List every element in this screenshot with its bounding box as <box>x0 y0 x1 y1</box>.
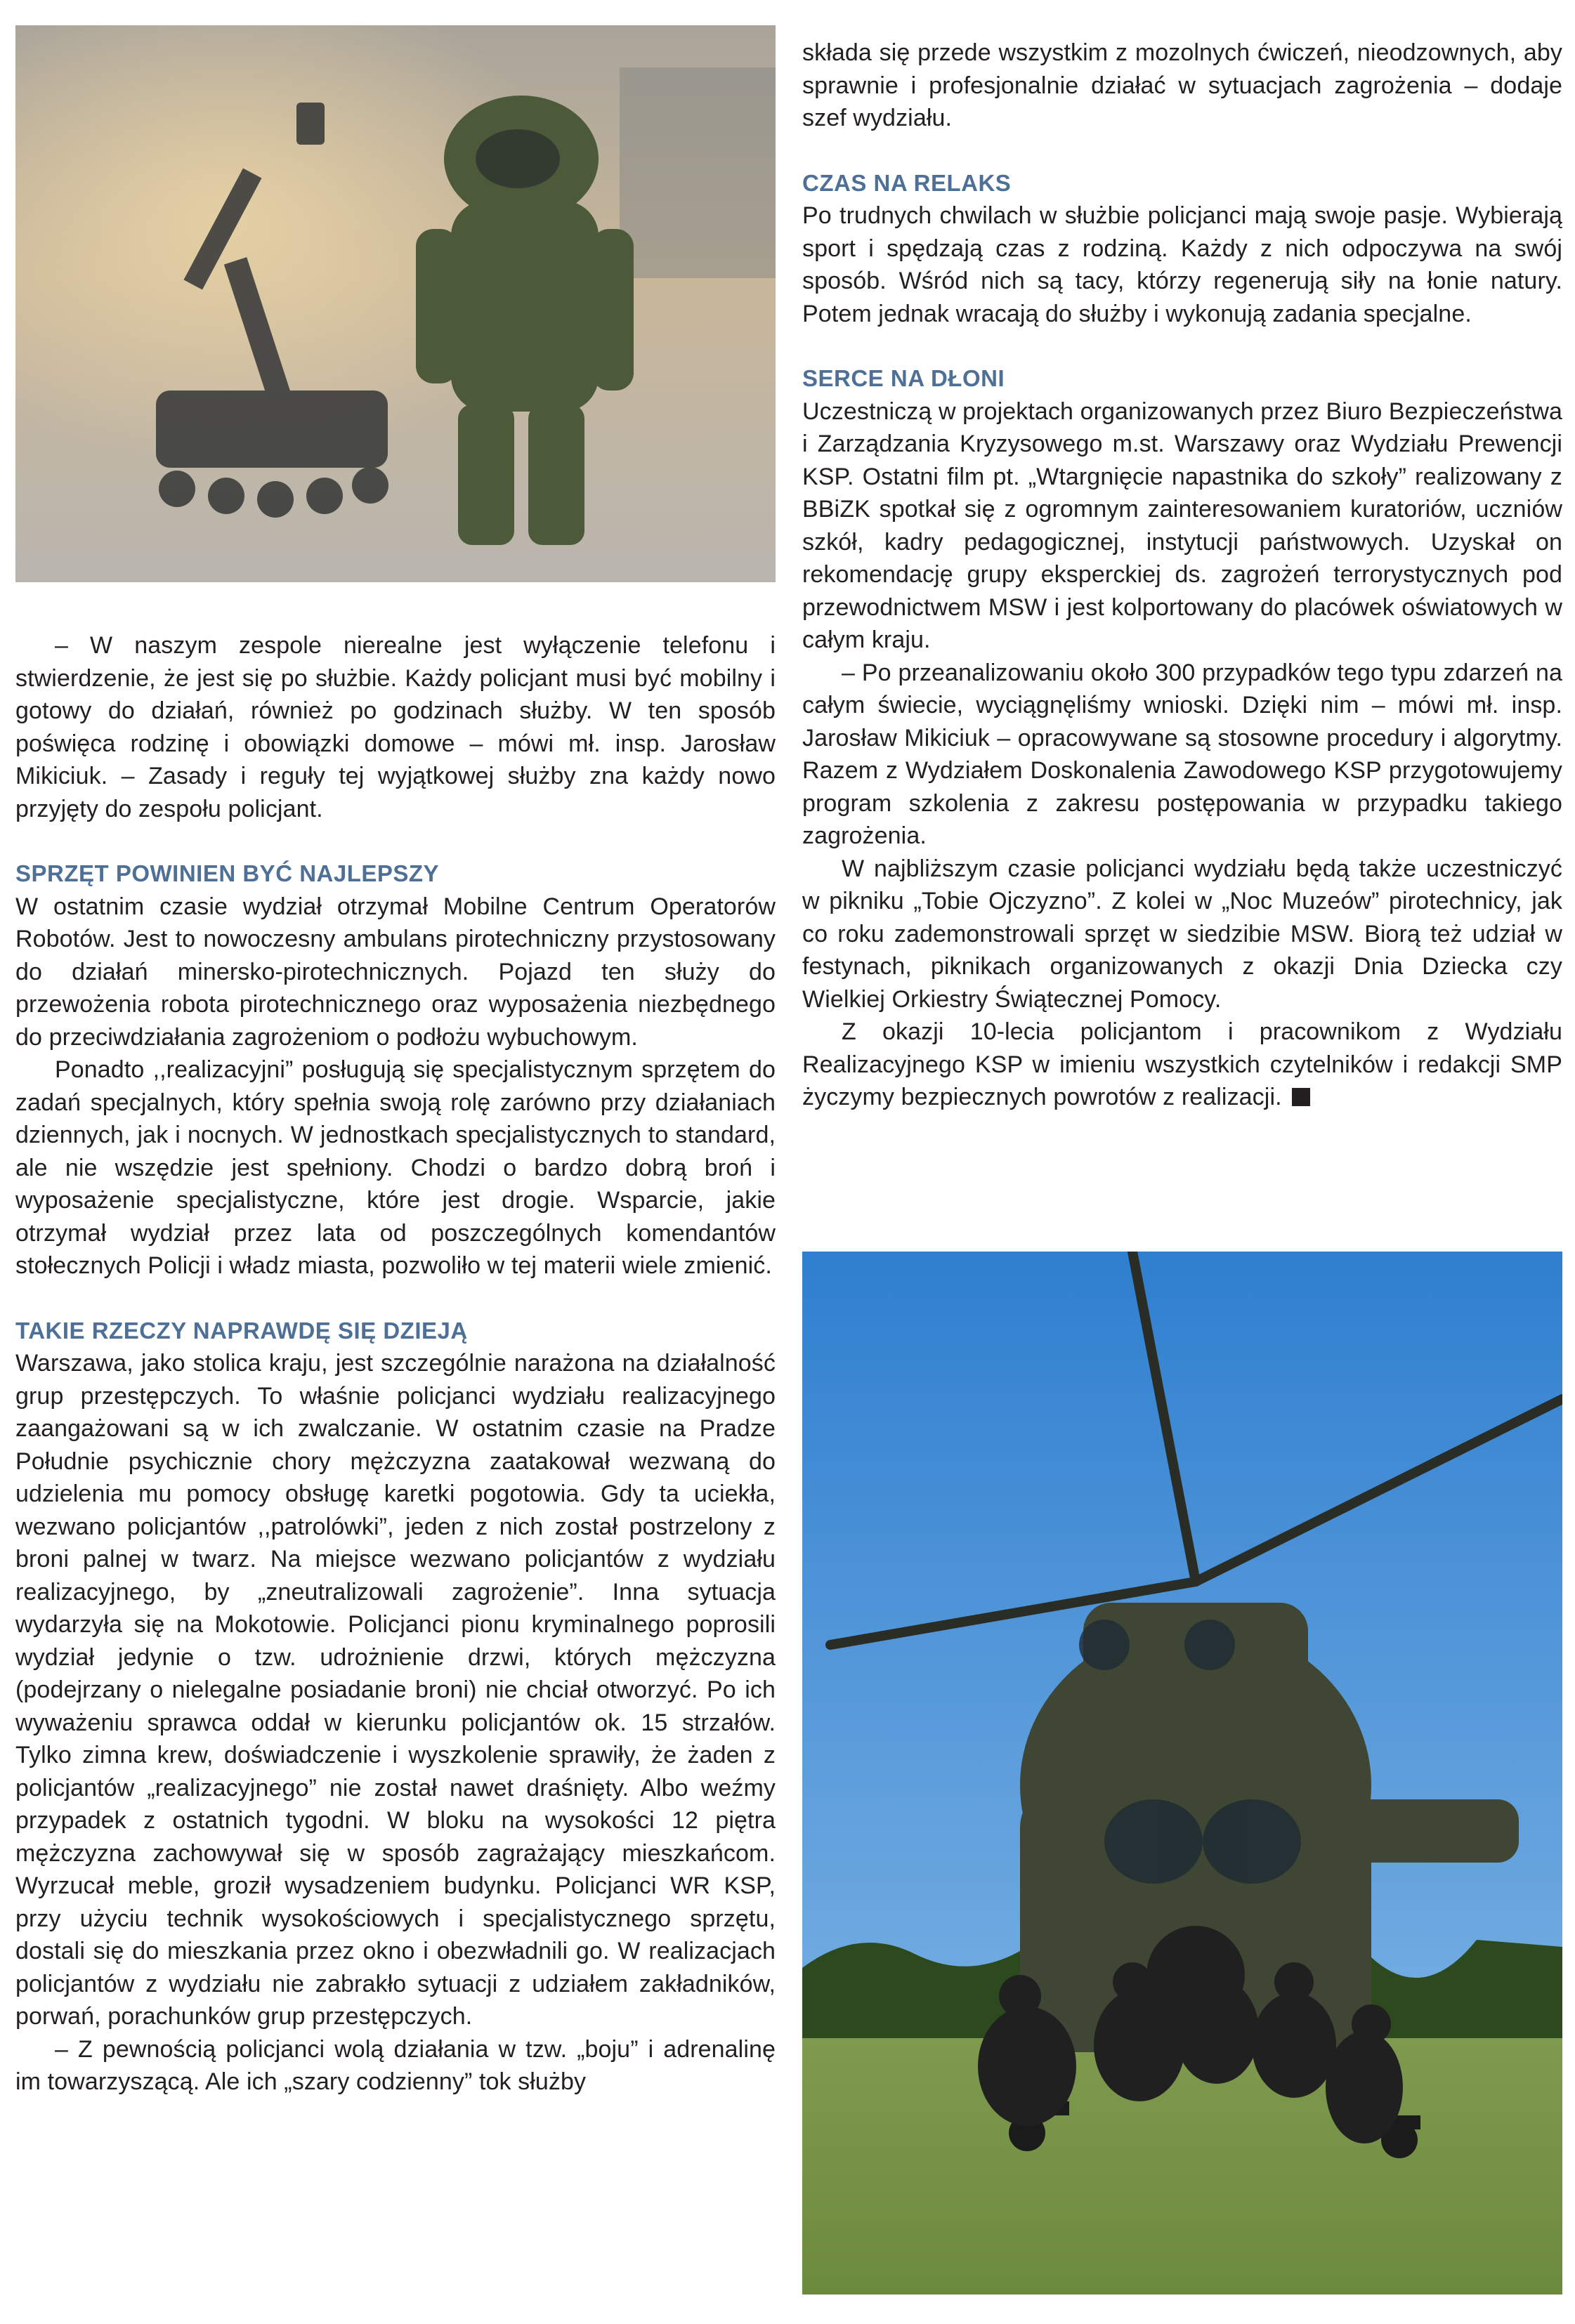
section-heading-heart: SERCE NA DŁONI <box>802 365 1005 391</box>
equipment-paragraph-1: W ostatnim czasie wydział otrzymał Mobilne Centrum Operatorów Robotów. Jest to nowoczesny ambulans pirotechniczny przystosowany do działań minersko-pirotechnicznych. Pojazd ten służy do przewożenia robota pirotechnicznego oraz wyposażenia niezbędnego do przeciwdziałania zagrożeniom o podłożu wybuchowym. <box>15 893 776 1051</box>
real-events-paragraph-2: – Z pewnością policjanci wolą działania w tzw. „boju” i adrenalinę im towarzyszącą. Ale ich „szary codzienny” tok służby <box>15 2035 776 2095</box>
intro-paragraph: – W naszym zespole nierealne jest wyłączenie telefonu i stwierdzenie, że jest się po służbie. Każdy policjant musi być mobilny i gotowy do działań, również po godzinach służby. W ten sposób poświęca rodzinę i obowiązki domowe – mówi mł. insp. Jarosław Mikiciuk. – Zasady i reguły tej wyjątkowej służby zna każdy nowo przyjęty do zespołu policjant. <box>15 632 776 822</box>
helicopter-photo <box>802 1252 1562 2295</box>
heart-paragraph-2: – Po przeanalizowaniu około 300 przypadków tego typu zdarzeń na całym świecie, wyciągnęliśmy wnioski. Dzięki nim – mówi mł. insp. Jarosław Mikiciuk – opracowywane są stosowne procedury i algorytmy. Razem z Wydziałem Doskonalenia Zawodowego KSP przygotowujemy program szkolenia z zakresu postępowania w przypadku takiego zagrożenia. <box>802 659 1562 849</box>
right-article-text <box>802 37 1562 1114</box>
heart-paragraph-3: W najbliższym czasie policjanci wydziału będą także uczestniczyć w pikniku „Tobie Ojczyzno”. Z kolei w „Noc Muzeów” pirotechnicy, jak co roku zademonstrowali sprzęt w siedzibie MSW. Biorą też udział w festynach, piknikach organizowanych z okazji Dnia Dziecka czy Wielkiej Orkiestry Świątecznej Pomocy. <box>802 855 1562 1013</box>
right-column <box>802 0 1562 2324</box>
left-article-text <box>15 629 776 2099</box>
equipment-paragraph-2: Ponadto ,,realizacyjni” posługują się specjalistycznym sprzętem do zadań specjalnych, który spełnia swoją rolę zarówno przy działaniach dziennych, jak i nocnych. W jednostkach specjalistycznych to standard, ale nie wszędzie jest spełniony. Chodzi o bardzo dobrą broń i wyposażenie specjalistyczne, które jest drogie. Wsparcie, jakie otrzymał wydział przez lata od poszczególnych komendantów stołecznych Policji i władz miasta, pozwoliło w tej materii wiele zmienić. <box>15 1056 776 1279</box>
heart-paragraph-1: Uczestniczą w projektach organizowanych przez Biuro Bezpieczeństwa i Zarządzania Kryzysowego m.st. Warszawy oraz Wydziału Prewencji KSP. Ostatni film pt. „Wtargnięcie napastnika do szkoły” realizowany z BBiZK spotkał się z ogromnym zainteresowaniem kuratoriów, uczniów szkół, kadry pedagogicznej, instytucji państwowych. Uzyskał on rekomendację grupy eksperckiej ds. zagrożeń terrorystycznych pod przewodnictwem MSW i jest kolportowany do placówek oświatowych w całym kraju. <box>802 398 1562 653</box>
helicopter-image <box>802 1252 1562 2295</box>
section-heading-real-events: TAKIE RZECZY NAPRAWDĘ SIĘ DZIEJĄ <box>15 1317 468 1344</box>
continuation-paragraph: składa się przede wszystkim z mozolnych ćwiczeń, nieodzownych, aby sprawnie i profesjonalnie działać w sytuacjach zagrożenia – dodaje szef wydziału. <box>802 39 1562 131</box>
real-events-paragraph-1: Warszawa, jako stolica kraju, jest szczególnie narażona na działalność grup przestępczych. To właśnie policjanci wydziału realizacyjnego zaangażowani są w ich zwalczanie. W ostatnim czasie na Pradze Południe psychicznie chory mężczyzna zaatakował wezwaną do udzielenia mu pomocy obsługę karetki pogotowia. Gdy ta uciekła, wezwano policjantów ,,patrolówki”, jeden z nich został postrzelony z broni palnej w twarz. Na miejsce wezwano policjantów z wydziału realizacyjnego, by „zneutralizowali zagrożenie”. Inna sytuacja wydarzyła się na Mokotowie. Policjanci pionu kryminalnego poprosili wydział jedynie o tzw. udrożnienie drzwi, których mężczyzna (podejrzany o nielegalne posiadanie broni) nie chciał otworzyć. Po ich wyważeniu sprawca oddał w kierunku policjantów ok. 15 strzałów. Tylko zimna krew, doświadczenie i wyszkolenie sprawiły, że żaden z policjantów „realizacyjnego” nie został nawet draśnięty. Albo weźmy przypadek z ostatnich tygodni. W bloku na wysokości 12 piętra mężczyzna zachowywał się w sposób zagrażający mieszkańcom. Wyrzucał meble, groził wysadzeniem budynku. Policjanci WR KSP, przy użyciu technik wysokościowych i specjalistycznego sprzętu, dostali się do mieszkania przez okno i obezwładnili go. W realizacjach policjantów z wydziału nie zabrakło sytuacji z udziałem zakładników, porwań, porachunków grup przestępczych. <box>15 1350 776 2030</box>
section-heading-relax: CZAS NA RELAKS <box>802 169 1012 196</box>
left-column <box>15 0 776 2324</box>
bomb-disposal-image <box>15 25 776 582</box>
heart-paragraph-4: Z okazji 10-lecia policjantom i pracownikom z Wydziału Realizacyjnego KSP w imieniu wszystkich czytelników i redakcji SMP życzymy bezpiecznych powrotów z realizacji. <box>802 1016 1562 1114</box>
section-heading-equipment: SPRZĘT POWINIEN BYĆ NAJLEPSZY <box>15 860 440 886</box>
bomb-disposal-photo <box>15 25 776 582</box>
relax-paragraph: Po trudnych chwilach w służbie policjanci mają swoje pasje. Wybierają sport i spędzają czas z rodziną. Każdy z nich odpoczywa na swój sposób. Wśród nich są tacy, którzy regenerują siły na łonie natury. Potem jednak wracają do służby i wykonują zadania specjalne. <box>802 202 1562 327</box>
